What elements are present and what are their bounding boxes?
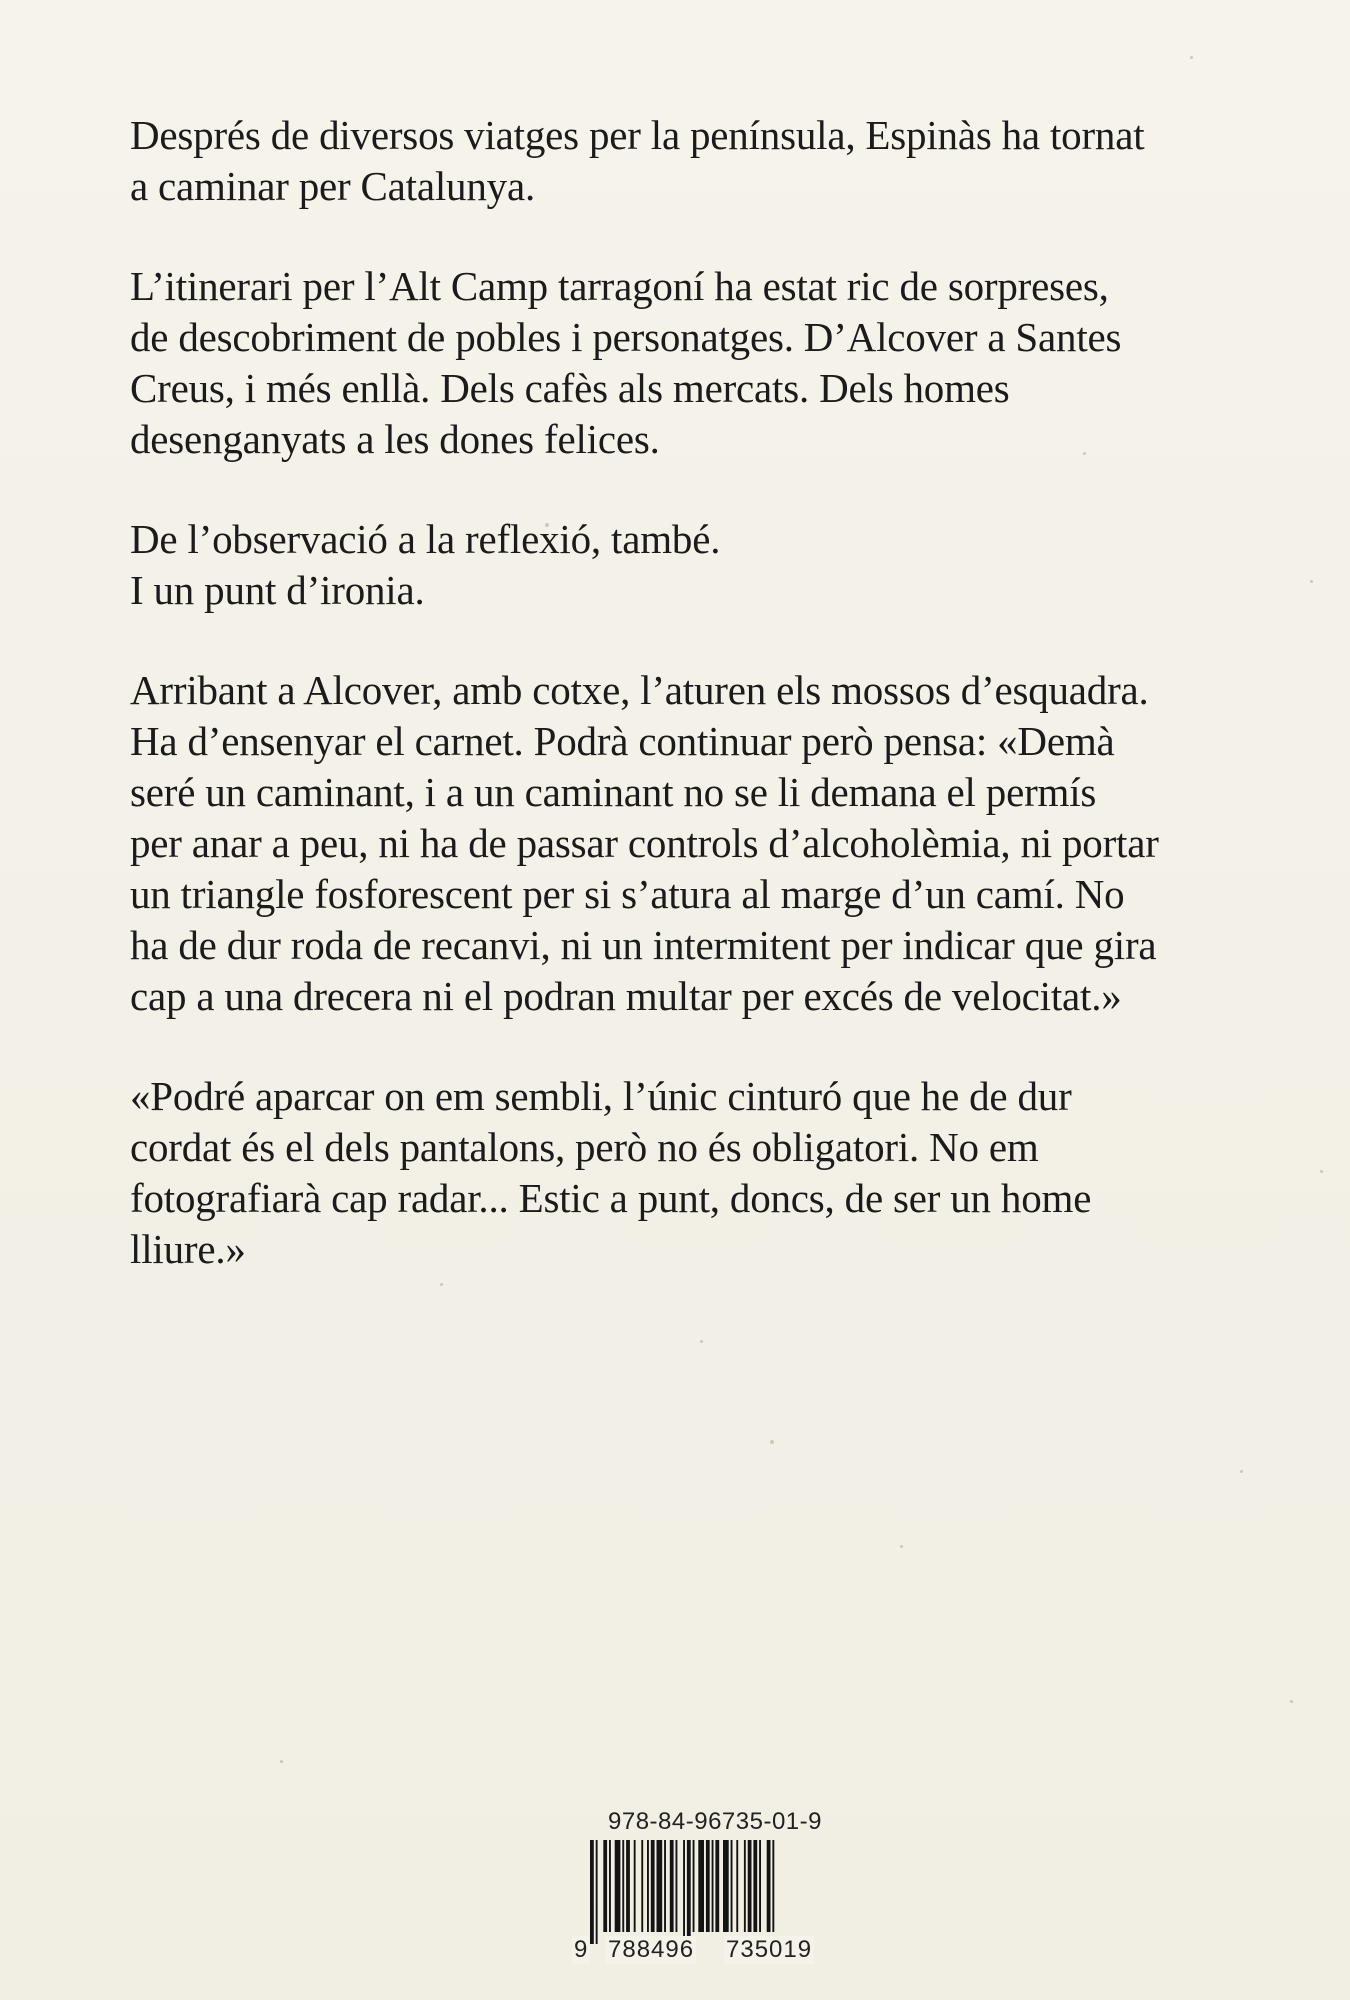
barcode-bar	[626, 1840, 630, 1932]
blurb-line: lliure.»	[130, 1226, 246, 1272]
blurb-line: L’itinerari per l’Alt Camp tarragoní ha estat ric de sorpreses,	[130, 263, 1109, 309]
barcode-bar	[664, 1840, 666, 1932]
blurb-line: fotografiarà cap radar... Estic a punt, doncs, de ser un home	[130, 1175, 1092, 1221]
barcode-bar	[712, 1840, 714, 1932]
blurb-paragraph	[130, 1071, 1260, 1275]
barcode-bar	[676, 1840, 678, 1932]
barcode-bar	[683, 1840, 685, 1944]
barcode-bar	[687, 1840, 691, 1944]
blurb-line: cap a una drecera ni el podran multar per excés de velocitat.»	[130, 973, 1122, 1019]
blurb-paragraph	[130, 514, 1260, 616]
isbn-barcode	[572, 1808, 858, 1968]
blurb-line: Ha d’ensenyar el carnet. Podrà continuar però pensa: «Demà	[130, 718, 1115, 764]
barcode-bar	[590, 1840, 594, 1944]
paper-speck	[1320, 1170, 1323, 1173]
barcode-bar	[634, 1840, 636, 1932]
barcode-digits-right: 735019	[726, 1936, 813, 1963]
paper-speck	[1190, 56, 1193, 59]
barcode-bar	[596, 1840, 598, 1944]
paper-speck	[280, 1760, 283, 1763]
blurb-line: seré un caminant, i a un caminant no se li demana el permís	[130, 769, 1097, 815]
blurb-line: I un punt d’ironia.	[130, 567, 425, 613]
blurb-line: desenganyats a les dones felices.	[130, 416, 660, 462]
paper-speck	[900, 1545, 903, 1548]
barcode-bar	[657, 1840, 663, 1932]
paper-speck	[1290, 1700, 1293, 1703]
barcode-bar	[736, 1840, 738, 1932]
blurb-paragraph	[130, 261, 1260, 465]
barcode-bar	[759, 1840, 761, 1932]
paper-speck	[700, 1340, 703, 1343]
barcode-bar	[603, 1840, 607, 1932]
blurb-line: De l’observació a la reflexió, també.	[130, 516, 721, 562]
barcode-bar	[723, 1840, 729, 1932]
paper-speck	[770, 1440, 774, 1444]
barcode-bar	[748, 1840, 752, 1932]
blurb-line: Després de diversos viatges per la península, Espinàs ha tornat	[130, 112, 1145, 158]
barcode-bar	[609, 1840, 611, 1932]
barcode-digit-lead: 9	[574, 1936, 588, 1963]
blurb-line: Creus, i més enllà. Dels cafès als mercats. Dels homes	[130, 365, 1010, 411]
barcode-bar	[706, 1840, 710, 1932]
blurb-line: ha de dur roda de recanvi, ni un intermitent per indicar que gira	[130, 922, 1157, 968]
blurb-line: Arribant a Alcover, amb cotxe, l’aturen els mossos d’esquadra.	[130, 667, 1149, 713]
barcode-bar	[744, 1840, 746, 1932]
barcode-bar	[772, 1840, 774, 1932]
paper-speck	[1240, 1470, 1243, 1473]
back-cover-blurb	[130, 110, 1260, 1324]
barcode-bar	[615, 1840, 621, 1932]
barcode-bars	[590, 1840, 840, 1944]
blurb-line: «Podré aparcar on em sembli, l’únic cinturó que he de dur	[130, 1073, 1072, 1119]
blurb-line: de descobriment de pobles i personatges. D’Alcover a Santes	[130, 314, 1122, 360]
blurb-line: un triangle fosforescent per si s’atura al marge d’un camí. No	[130, 871, 1125, 917]
blurb-paragraph	[130, 110, 1260, 212]
blurb-line: cordat és el dels pantalons, però no és obligatori. No em	[130, 1124, 1039, 1170]
barcode-bar	[647, 1840, 649, 1932]
barcode-bar	[670, 1840, 674, 1932]
barcode-bar	[767, 1840, 771, 1932]
paper-speck	[1310, 580, 1313, 583]
isbn-number: 978-84-96735-01-9	[608, 1808, 822, 1835]
blurb-line: a caminar per Catalunya.	[130, 163, 535, 209]
blurb-line: per anar a peu, ni ha de passar controls d’alcoholèmia, ni portar	[130, 820, 1159, 866]
barcode-bar	[731, 1840, 733, 1932]
barcode-digits-left: 788496	[608, 1936, 695, 1963]
barcode-bar	[622, 1840, 624, 1932]
blurb-paragraph	[130, 665, 1260, 1022]
barcode-bar	[753, 1840, 757, 1932]
barcode-bar	[693, 1840, 695, 1932]
barcode-bar	[651, 1840, 655, 1932]
barcode-bar	[641, 1840, 643, 1932]
barcode-bar	[698, 1840, 704, 1932]
barcode-bar	[715, 1840, 719, 1932]
